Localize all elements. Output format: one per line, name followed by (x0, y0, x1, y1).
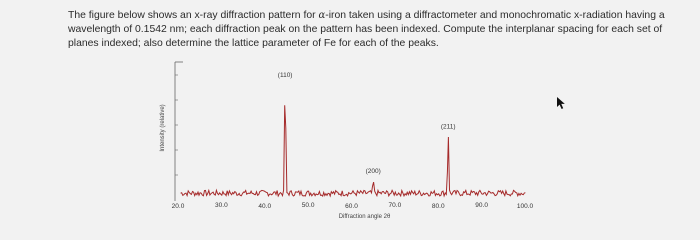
peak-label: (200) (365, 167, 381, 175)
problem-text-part2: -iron taken using a diffractometer and monochromatic x-radiation having a wavelength of 0.1542 nm; each diffraction peak on the pattern has been indexed. Compute the interplanar spacing for each set of planes indexed; also determine the lattice parameter of Fe for each of the peaks. (68, 10, 665, 49)
x-tick-label: 90.0 (475, 202, 488, 209)
peak-labels (278, 72, 456, 175)
x-tick-label: 30.0 (215, 202, 228, 209)
x-tick-label: 70.0 (388, 202, 402, 209)
alpha-symbol: α (318, 10, 326, 21)
y-axis-label: Intensity (relative) (160, 104, 166, 152)
x-tick-label: 50.0 (301, 202, 315, 209)
x-tick-label: 80.0 (431, 203, 445, 210)
x-tick-label: 20.0 (171, 203, 185, 210)
peak-label: (211) (440, 123, 456, 131)
chart-axes (175, 62, 183, 201)
x-axis-label: Diffraction angle 2θ (338, 214, 391, 220)
x-tick-label: 40.0 (258, 203, 272, 210)
diffraction-pattern-line (181, 105, 526, 196)
x-tick-label: 60.0 (345, 203, 358, 210)
mouse-cursor-icon (556, 96, 568, 110)
x-tick-label: 100.0 (516, 203, 534, 210)
x-tick-labels (172, 202, 534, 210)
peak-label: (110) (277, 72, 293, 79)
problem-text-part1: The figure below shows an x-ray diffraction pattern for (68, 10, 319, 21)
